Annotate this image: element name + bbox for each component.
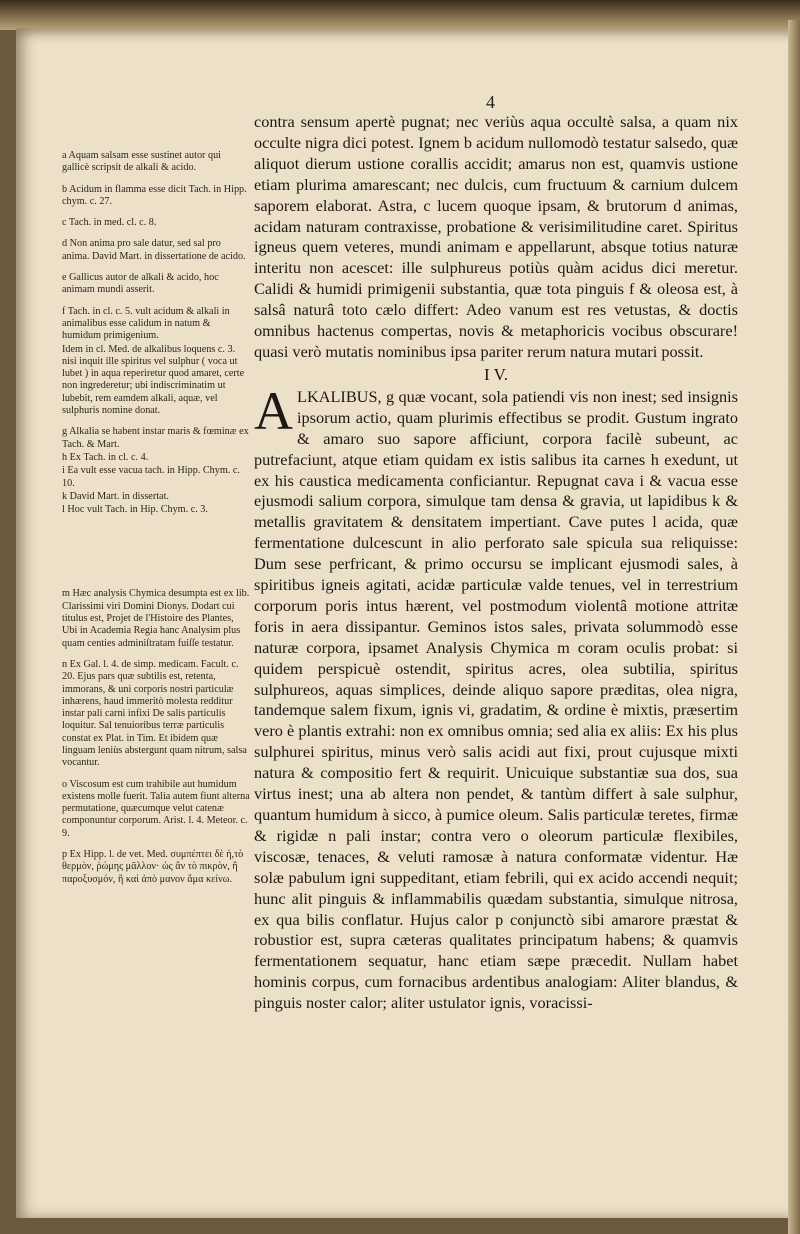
margin-note-f-continued: Idem in cl. Med. de alkalibus loquens c. 3. nisi inquit ille spiritus vel sulphur ( voca ut lubet ) in aqua reperiretur quod amaret, certe non ingrederetur; ubi indiscriminatim ut lubebit, rem eamdem alkali, aquæ, vel sulphuris nomine donat. [62,343,245,417]
margin-note-h: h Ex Tach. in cl. c. 4. [62,451,149,463]
paragraph-1: contra sensum apertè pugnat; nec veriùs aqua occultè salsa, a quam nix occulte nigra dici potest. Ignem b acidum nullomodò testatur salsedo, quæ aliquot dierum ustione corallis accidit; amarus non est, quamvis ustione etiam plurima amarescant; nec dulcis, cum fructuum & carnium dulcem saporem elaborat. Astra, c lucem quoque ipsam, & brutorum d animas, acidam naturam contraxisse, probatione & verisimilitudine caret. Spiritus igneus quem veteres, mundi animam e appellarunt, absque totius naturæ interitu non acescet: ille sulphureus potiùs quàm acidus dici meretur. Calidi & humidi primigenii substantia, quæ tota pinguis f & oleosa est, à salsâ naturâ toto cælo differt: Adeo vanum est res vetustas, & doctis omnibus hactenus compertas, novis & metaphoricis vocibus obscurare! quasi verò mutatis nominibus ipsa pariter rerum natura mutari possit. [254,112,738,361]
page-number: 4 [486,92,495,112]
section-heading: I V. [484,364,508,384]
margin-note-d: d Non anima pro sale datur, sed sal pro anima. David Mart. in dissertatione de acido. [62,238,246,262]
margin-note-l: l Hoc vult Tach. in Hip. Chym. c. 3. [62,504,208,516]
main-text [254,112,738,1014]
margin-note-g: g Alkalia se habent instar maris & fœminæ ex Tach. & Mart. [62,426,249,450]
drop-cap: A [254,380,293,441]
margin-note-o: o Viscosum est cum trahibile aut humidum existens molle fuerit. Talia autem fiunt alterna permutatione, quæcumque velut catenæ componuntur corporum. Arist. l. 4. Meteor. c. 9. [62,778,250,839]
margin-note-k: k David Mart. in dissertat. [62,490,169,502]
margin-note-a: a Aquam salsam esse sustinet autor qui gallicè scripsit de alkali & acido. [62,150,222,174]
paragraph-2-text: LKALIBUS, g quæ vocant, sola patiendi vis non inest; sed insignis ipsorum actio, quam plurimis effectibus se prodit. Gustum ingrato & amaro suo sapore afficiunt, corpora facilè subeunt, ac putrefaciunt, atque etiam quidam ex istis salibus ita carnes h exedunt, ut ex his caustica medicamenta conficiantur. Repugnat cava i & vacua esse ejusmodi salium corpora, simulque tam densa & gravia, ut lapidibus k & metallis gravitatem & densitatem impertiant. Cave putes l acida, quæ fermentatione dulcescunt in alio perforato sale spicula sua reliquisse: Dum sese perfricant, & primo occursu se implicant ejusmodi sales, à spiritibus igneis agitati, acidæ particulæ valde tenues, vel in terrestrium corporum poris intus hærent, vel postmodum violentâ motione attritæ foris in aera dissipantur. Geminos istos sales, privata solummodò esse naturæ corpora, ipsamet Analysis Chymica m coram oculis probat: si quidem perspicuè ostendit, spiritus acres, olea subtilia, spiritus sulphureos, aquas simplices, deinde aliquo sapore præditas, olea nigra, tandemque salem fixum, ignis vi, gradatim, & ordine è mixtis, præsertim vero è plantis extrahi: non ex omnibus omnia; sed alia ex aliis: Ex his plus sulphurei spiritus, minus verò salis acidi aut fixi, prout cujusque mixti natura & compositio fert & requirit. Unicuique substantiæ sua dos, sua virtus inest; una ab altera non pendet, & tantùm differt à sale sulphur, quantum humidum à sicco, à pumice oleum. Salis particulæ teretes, firmæ & rigidæ n pali instar; contra vero o oleorum particulæ flexibiles, viscosæ, tenaces, & veluti ramosæ à natura conformatæ videntur. Hæ solæ pabulum igni suppeditant, etiam febrili, qui ex acido accendi nequit; hunc alit pinguis & inflammabilis quædam substantia, simulque nitrosa, ex qua bilis conflatur. Hujus calor p conjunctò sibi amarore præstat & robustior est, supra cæteras qualitates principatum habens; & quamvis fermentationem sequatur, hanc etiam sæpe præcedit. Nullam habet hominis corpus, cum fornacibus ardentibus analogiam: Aliter blandus, & pinguis noster calor; aliter ustulator ignis, voracissi- [254,386,738,1013]
margin-note-b: b Acidum in flamma esse dicit Tach. in Hipp. chym. c. 27. [62,183,247,207]
margin-note-i: i Ea vult esse vacua tach. in Hipp. Chym. c. 10. [62,465,240,489]
margin-notes [62,150,250,895]
paragraph-2 [254,380,738,1014]
margin-note-n: n Ex Gal. l. 4. de simp. medicam. Facult. c. 20. Ejus pars quæ subtilis est, retenta, immorans, & uni corporis nostri particulæ inhærens, haud immeritò molesta redditur instar pali carni infixi De salis particulis loquitur. Sal tenuioribus terræ particulis constat ex Plat. in Tim. Et ibidem quæ linguam leniùs abstergunt quam nitrum, salsa vocantur. [62,658,247,769]
margin-note-e: e Gallicus autor de alkali & acido, hoc animam mundi asserit. [62,272,219,296]
margin-note-m: m Hæc analysis Chymica desumpta est ex lib. Clarissimi viri Domini Dionys. Dodart cui titulus est, Projet de l'Histoire des Plantes, Ubi in Academia Regia hanc Analysim plus quam centies adminiſtratam fuiſſe testatur. [62,588,250,649]
book-binding-top [0,0,800,30]
margin-note-p: p Ex Hipp. l. de vet. Med. συμπέπτει δὲ ἡ,τὸ θερμὸν, ῥώμης μᾶλλον· ὡς ἂν τὸ πικρὸν, ἢ παροξυσμόν, ἢ καὶ ἀπὸ μανον ἄμα κείνω. [62,849,244,885]
page-edge [788,20,800,1234]
margin-note-f: f Tach. in cl. c. 5. vult acidum & alkali in animalibus esse calidum in natum & humidum primigenium. [62,305,230,342]
margin-note-c: c Tach. in med. cl. c. 8. [62,217,157,229]
